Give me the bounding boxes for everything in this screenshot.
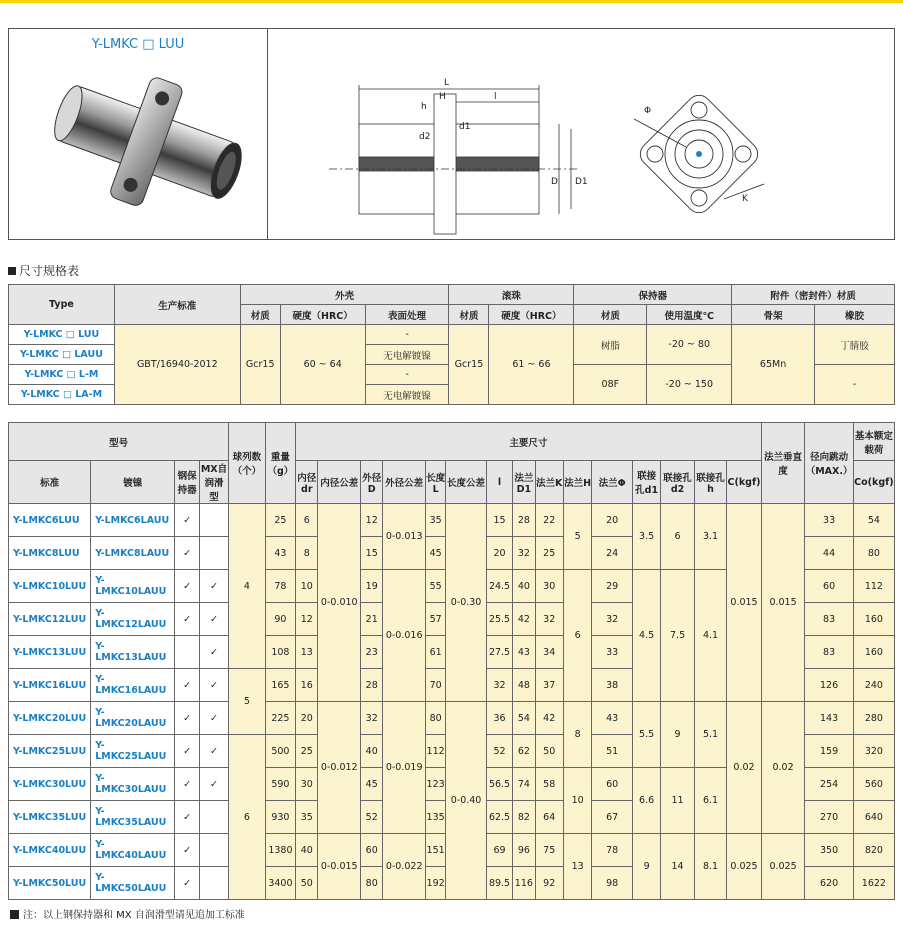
cell-dr: 25: [296, 735, 318, 768]
header-Ltol: 长度公差: [446, 461, 487, 504]
cell-weight: 90: [265, 603, 295, 636]
cell-D1: 48: [513, 669, 535, 702]
cell-phi: 98: [592, 867, 633, 900]
spec-shell-hard: 60 ~ 64: [280, 325, 365, 405]
steel-retainer-check: ✓: [175, 801, 199, 834]
cell-phi: 24: [592, 537, 633, 570]
cell-D1: 28: [513, 504, 535, 537]
model-nickel: Y-LMKC35LAUU: [91, 801, 175, 834]
label-L: L: [444, 78, 450, 88]
cell-perp: 0.025: [727, 834, 761, 900]
cell-K: 25: [535, 537, 563, 570]
table-row: [9, 702, 895, 735]
cell-weight: 225: [265, 702, 295, 735]
cell-dtol: 0-0.010: [318, 504, 361, 702]
cell-weight: 165: [265, 669, 295, 702]
model-standard: Y-LMKC12LUU: [9, 603, 91, 636]
cell-K: 58: [535, 768, 563, 801]
cell-dr: 35: [296, 801, 318, 834]
cell-D: 45: [361, 768, 383, 801]
cell-dr: 12: [296, 603, 318, 636]
cell-Co: 160: [853, 636, 894, 669]
cell-Co: 80: [853, 537, 894, 570]
spec-ret-mat: 树脂: [574, 325, 647, 365]
mx-self-lube-check: [199, 834, 228, 867]
steel-retainer-check: ✓: [175, 669, 199, 702]
cell-Dtol: 0-0.013: [383, 504, 426, 570]
spec-rubber: -: [815, 365, 895, 405]
cell-weight: 1380: [265, 834, 295, 867]
steel-retainer-check: ✓: [175, 570, 199, 603]
steel-retainer-check: ✓: [175, 603, 199, 636]
cell-C: 620: [805, 867, 853, 900]
side-section-drawing: [309, 69, 599, 239]
spec-type: Y-LMKC □ LAUU: [9, 345, 115, 365]
header-nickel: 镀镍: [91, 461, 175, 504]
header-model: 型号: [9, 423, 229, 461]
model-standard: Y-LMKC6LUU: [9, 504, 91, 537]
cell-d1: 3.5: [632, 504, 660, 570]
mx-self-lube-check: ✓: [199, 570, 228, 603]
cell-dr: 50: [296, 867, 318, 900]
cell-d2: 11: [661, 768, 694, 834]
cell-K: 37: [535, 669, 563, 702]
product-hero-panel: [8, 28, 895, 240]
cell-D: 60: [361, 834, 383, 867]
header-h: 联接孔h: [694, 461, 726, 504]
product-title: Y-LMKC □ LUU: [91, 37, 185, 52]
header-load: 基本额定载荷: [853, 423, 894, 461]
cell-l: 20: [486, 537, 512, 570]
cell-h: 5.1: [694, 702, 726, 768]
spec-header-type: Type: [9, 285, 115, 325]
cell-H: 13: [563, 834, 591, 900]
spec-type: Y-LMKC □ LA-M: [9, 385, 115, 405]
cell-Co: 54: [853, 504, 894, 537]
cell-K: 92: [535, 867, 563, 900]
model-standard: Y-LMKC30LUU: [9, 768, 91, 801]
cell-C: 33: [805, 504, 853, 537]
cell-d2: 14: [661, 834, 694, 900]
cell-L: 61: [425, 636, 445, 669]
cell-Co: 280: [853, 702, 894, 735]
cell-Dtol: 0-0.019: [383, 702, 426, 834]
cell-weight: 108: [265, 636, 295, 669]
spec-surface: 无电解镀镍: [365, 345, 449, 365]
cell-K: 22: [535, 504, 563, 537]
cell-weight: 500: [265, 735, 295, 768]
cell-dr: 30: [296, 768, 318, 801]
header-Co: Co(kgf): [853, 461, 894, 504]
header-steel: 钢保持器: [175, 461, 199, 504]
cell-D1: 43: [513, 636, 535, 669]
spec-sub-surf: 表面处理: [365, 305, 449, 325]
mx-self-lube-check: [199, 867, 228, 900]
cell-K: 75: [535, 834, 563, 867]
mx-self-lube-check: ✓: [199, 636, 228, 669]
cell-K: 64: [535, 801, 563, 834]
cell-d2: 9: [661, 702, 694, 768]
cell-dr: 16: [296, 669, 318, 702]
steel-retainer-check: ✓: [175, 702, 199, 735]
header-balls: 球列数（个）: [229, 423, 266, 504]
spec-ret-mat: 08F: [574, 365, 647, 405]
cell-dr: 8: [296, 537, 318, 570]
cell-weight: 590: [265, 768, 295, 801]
cell-d1: 4.5: [632, 570, 660, 702]
header-d1: 联接孔d1: [632, 461, 660, 504]
cell-L: 123: [425, 768, 445, 801]
cell-d1: 6.6: [632, 768, 660, 834]
model-nickel: Y-LMKC12LAUU: [91, 603, 175, 636]
model-standard: Y-LMKC13LUU: [9, 636, 91, 669]
model-nickel: Y-LMKC16LAUU: [91, 669, 175, 702]
header-runout: 径向跳动（MAX.）: [805, 423, 853, 504]
model-nickel: Y-LMKC40LAUU: [91, 834, 175, 867]
cell-h: 8.1: [694, 834, 726, 900]
header-std: 标准: [9, 461, 91, 504]
spec-sub-mat: 材质: [240, 305, 280, 325]
cell-D: 21: [361, 603, 383, 636]
footnote: 注：以上钢保持器和 MX 自润滑型请见追加工标准: [10, 906, 245, 921]
spec-sub-temp: 使用温度℃: [647, 305, 732, 325]
cell-Co: 820: [853, 834, 894, 867]
model-standard: Y-LMKC8LUU: [9, 537, 91, 570]
spec-header-ball: 滚珠: [449, 285, 574, 305]
cell-perp: 0.02: [727, 702, 761, 834]
header-d2: 联接孔d2: [661, 461, 694, 504]
cell-weight: 25: [265, 504, 295, 537]
cell-H: 5: [563, 504, 591, 570]
cell-phi: 43: [592, 702, 633, 735]
cell-l: 15: [486, 504, 512, 537]
cell-L: 112: [425, 735, 445, 768]
steel-retainer-check: ✓: [175, 537, 199, 570]
cell-L: 151: [425, 834, 445, 867]
model-nickel: Y-LMKC8LAUU: [91, 537, 175, 570]
cell-D1: 96: [513, 834, 535, 867]
cell-D: 23: [361, 636, 383, 669]
header-dr: 内径dr: [296, 461, 318, 504]
model-standard: Y-LMKC50LUU: [9, 867, 91, 900]
mx-self-lube-check: ✓: [199, 669, 228, 702]
cell-l: 56.5: [486, 768, 512, 801]
cell-C: 143: [805, 702, 853, 735]
header-mx: MX自润滑型: [199, 461, 228, 504]
cell-weight: 78: [265, 570, 295, 603]
cell-L: 57: [425, 603, 445, 636]
bullet-square-icon: [10, 910, 19, 919]
cell-D1: 62: [513, 735, 535, 768]
cell-runout: 0.025: [761, 834, 805, 900]
spec-standard: GBT/16940-2012: [114, 325, 240, 405]
spec-ball-mat: Gcr15: [449, 325, 489, 405]
header-L: 长度L: [425, 461, 445, 504]
model-nickel: Y-LMKC30LAUU: [91, 768, 175, 801]
label-l: l: [494, 92, 497, 102]
label-D: D: [551, 177, 558, 187]
spec-sub-frame: 骨架: [732, 305, 815, 325]
bearing-photo-illustration: [49, 69, 249, 229]
cell-C: 254: [805, 768, 853, 801]
cell-runout: 0.02: [761, 702, 805, 834]
spec-ret-temp: -20 ~ 80: [647, 325, 732, 365]
cell-H: 8: [563, 702, 591, 768]
cell-h: 3.1: [694, 504, 726, 570]
cell-l: 27.5: [486, 636, 512, 669]
cell-dr: 40: [296, 834, 318, 867]
cell-Co: 160: [853, 603, 894, 636]
header-weight: 重量（g）: [265, 423, 295, 504]
model-standard: Y-LMKC25LUU: [9, 735, 91, 768]
spec-surface: -: [365, 325, 449, 345]
spec-header-retainer: 保持器: [574, 285, 732, 305]
header-C: C(kgf): [727, 461, 761, 504]
spec-ball-hard: 61 ~ 66: [489, 325, 574, 405]
spec-type: Y-LMKC □ L-M: [9, 365, 115, 385]
steel-retainer-check: ✓: [175, 735, 199, 768]
cell-C: 44: [805, 537, 853, 570]
steel-retainer-check: [175, 636, 199, 669]
cell-C: 83: [805, 636, 853, 669]
cell-l: 24.5: [486, 570, 512, 603]
label-H: H: [439, 92, 446, 102]
spec-header-shell: 外壳: [240, 285, 449, 305]
cell-C: 159: [805, 735, 853, 768]
cell-Co: 320: [853, 735, 894, 768]
cell-l: 89.5: [486, 867, 512, 900]
cell-phi: 60: [592, 768, 633, 801]
cell-L: 70: [425, 669, 445, 702]
model-standard: Y-LMKC20LUU: [9, 702, 91, 735]
cell-balls: 4: [229, 504, 266, 669]
mx-self-lube-check: ✓: [199, 603, 228, 636]
cell-K: 50: [535, 735, 563, 768]
cell-balls: 5: [229, 669, 266, 735]
model-nickel: Y-LMKC6LAUU: [91, 504, 175, 537]
model-nickel: Y-LMKC50LAUU: [91, 867, 175, 900]
cell-Co: 560: [853, 768, 894, 801]
cell-phi: 67: [592, 801, 633, 834]
spec-surface: -: [365, 365, 449, 385]
cell-K: 34: [535, 636, 563, 669]
mx-self-lube-check: [199, 537, 228, 570]
spec-sub-mat: 材质: [449, 305, 489, 325]
cell-C: 270: [805, 801, 853, 834]
label-d1: d1: [459, 122, 471, 132]
cell-dr: 20: [296, 702, 318, 735]
cell-l: 69: [486, 834, 512, 867]
model-standard: Y-LMKC10LUU: [9, 570, 91, 603]
cell-D: 15: [361, 537, 383, 570]
cell-D: 19: [361, 570, 383, 603]
cell-L: 45: [425, 537, 445, 570]
model-nickel: Y-LMKC25LAUU: [91, 735, 175, 768]
mx-self-lube-check: [199, 504, 228, 537]
spec-rubber: 丁腈胶: [815, 325, 895, 365]
top-accent-line: [0, 0, 903, 3]
model-standard: Y-LMKC35LUU: [9, 801, 91, 834]
cell-dr: 6: [296, 504, 318, 537]
table-row: [9, 504, 895, 537]
cell-D: 40: [361, 735, 383, 768]
cell-D1: 32: [513, 537, 535, 570]
cell-phi: 33: [592, 636, 633, 669]
model-nickel: Y-LMKC13LAUU: [91, 636, 175, 669]
cell-C: 60: [805, 570, 853, 603]
cell-Co: 640: [853, 801, 894, 834]
cell-Co: 240: [853, 669, 894, 702]
model-nickel: Y-LMKC10LAUU: [91, 570, 175, 603]
header-K: 法兰K: [535, 461, 563, 504]
spec-frame: 65Mn: [732, 325, 815, 405]
cell-phi: 29: [592, 570, 633, 603]
cell-D1: 74: [513, 768, 535, 801]
spec-shell-mat: Gcr15: [240, 325, 280, 405]
spec-sub-hard: 硬度（HRC）: [489, 305, 574, 325]
model-nickel: Y-LMKC20LAUU: [91, 702, 175, 735]
material-spec-table: [8, 284, 895, 405]
header-l: l: [486, 461, 512, 504]
cell-perp: 0.015: [727, 504, 761, 702]
spec-sub-mat: 材质: [574, 305, 647, 325]
cell-D1: 82: [513, 801, 535, 834]
cell-Dtol: 0-0.016: [383, 570, 426, 702]
cell-l: 36: [486, 702, 512, 735]
spec-ret-temp: -20 ~ 150: [647, 365, 732, 405]
cell-C: 83: [805, 603, 853, 636]
label-h: h: [421, 102, 427, 112]
dimension-table: [8, 422, 895, 900]
cell-d2: 7.5: [661, 570, 694, 702]
cell-D1: 116: [513, 867, 535, 900]
header-perp: 法兰垂直度: [761, 423, 805, 504]
cell-h: 4.1: [694, 570, 726, 702]
cell-d1: 9: [632, 834, 660, 900]
cell-dtol: 0-0.015: [318, 834, 361, 900]
cell-l: 32: [486, 669, 512, 702]
header-phi: 法兰Φ: [592, 461, 633, 504]
mx-self-lube-check: ✓: [199, 735, 228, 768]
cell-C: 350: [805, 834, 853, 867]
spec-header-standard: 生产标准: [114, 285, 240, 325]
cell-dr: 10: [296, 570, 318, 603]
spec-sub-rubber: 橡胶: [815, 305, 895, 325]
mx-self-lube-check: [199, 801, 228, 834]
cell-K: 32: [535, 603, 563, 636]
cell-D: 12: [361, 504, 383, 537]
cell-K: 30: [535, 570, 563, 603]
label-phi: Φ: [644, 106, 652, 116]
cell-L: 55: [425, 570, 445, 603]
header-H: 法兰H: [563, 461, 591, 504]
label-D1: D1: [575, 177, 588, 187]
cell-h: 6.1: [694, 768, 726, 834]
cell-D: 80: [361, 867, 383, 900]
cell-weight: 930: [265, 801, 295, 834]
cell-l: 52: [486, 735, 512, 768]
label-K: K: [742, 194, 748, 204]
mx-self-lube-check: ✓: [199, 702, 228, 735]
cell-C: 126: [805, 669, 853, 702]
cell-Ltol: 0-0.40: [446, 702, 487, 900]
cell-weight: 43: [265, 537, 295, 570]
cell-L: 135: [425, 801, 445, 834]
cell-D1: 42: [513, 603, 535, 636]
panel-divider: [267, 29, 268, 239]
mx-self-lube-check: ✓: [199, 768, 228, 801]
cell-runout: 0.015: [761, 504, 805, 702]
header-D: 外径D: [361, 461, 383, 504]
spec-surface: 无电解镀镍: [365, 385, 449, 405]
cell-D1: 40: [513, 570, 535, 603]
model-standard: Y-LMKC40LUU: [9, 834, 91, 867]
cell-L: 35: [425, 504, 445, 537]
steel-retainer-check: ✓: [175, 768, 199, 801]
cell-dr: 13: [296, 636, 318, 669]
cell-phi: 78: [592, 834, 633, 867]
cell-D: 52: [361, 801, 383, 834]
cell-weight: 3400: [265, 867, 295, 900]
steel-retainer-check: ✓: [175, 834, 199, 867]
cell-Co: 1622: [853, 867, 894, 900]
spec-header-accessory: 附件（密封件）材质: [732, 285, 895, 305]
cell-phi: 38: [592, 669, 633, 702]
cell-l: 62.5: [486, 801, 512, 834]
cell-l: 25.5: [486, 603, 512, 636]
cell-balls: 6: [229, 735, 266, 900]
cell-dtol: 0-0.012: [318, 702, 361, 834]
cell-d2: 6: [661, 504, 694, 570]
spec-sub-hard: 硬度（HRC）: [280, 305, 365, 325]
cell-Co: 112: [853, 570, 894, 603]
spec-type: Y-LMKC □ LUU: [9, 325, 115, 345]
cell-D1: 54: [513, 702, 535, 735]
header-Dtol: 外径公差: [383, 461, 426, 504]
header-dtol: 内径公差: [318, 461, 361, 504]
section-title: 尺寸规格表: [8, 262, 79, 279]
cell-Dtol: 0-0.022: [383, 834, 426, 900]
cell-L: 80: [425, 702, 445, 735]
front-view-drawing: [624, 89, 774, 229]
header-dims: 主要尺寸: [296, 423, 762, 461]
model-standard: Y-LMKC16LUU: [9, 669, 91, 702]
cell-d1: 5.5: [632, 702, 660, 768]
bullet-square-icon: [8, 267, 16, 275]
cell-H: 10: [563, 768, 591, 834]
cell-D: 28: [361, 669, 383, 702]
cell-H: 6: [563, 570, 591, 702]
cell-phi: 32: [592, 603, 633, 636]
header-D1: 法兰D1: [513, 461, 535, 504]
cell-K: 42: [535, 702, 563, 735]
steel-retainer-check: ✓: [175, 504, 199, 537]
label-d2: d2: [419, 132, 431, 142]
cell-phi: 51: [592, 735, 633, 768]
cell-D: 32: [361, 702, 383, 735]
cell-Ltol: 0-0.30: [446, 504, 487, 702]
steel-retainer-check: ✓: [175, 867, 199, 900]
cell-phi: 20: [592, 504, 633, 537]
cell-L: 192: [425, 867, 445, 900]
